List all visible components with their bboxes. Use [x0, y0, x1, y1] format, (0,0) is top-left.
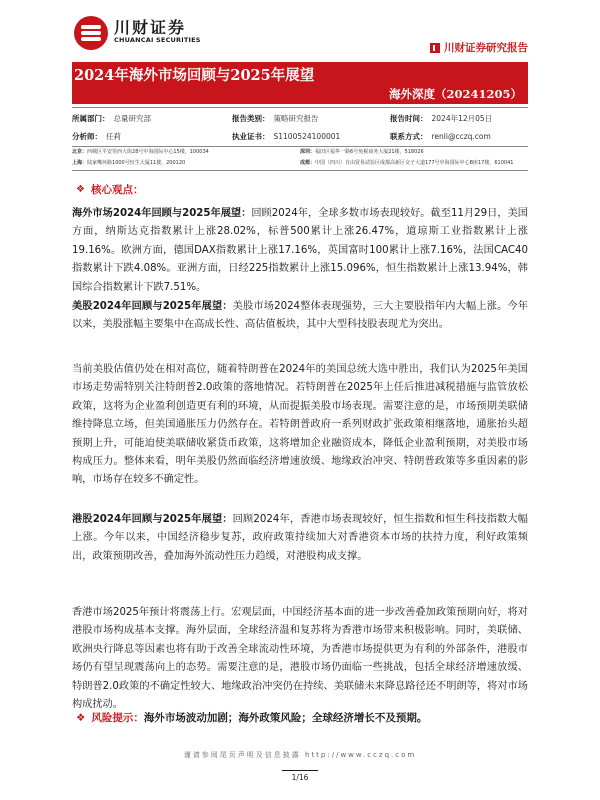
brand-tag-label: 川财证券研究报告 — [444, 42, 528, 54]
report-date — [390, 113, 492, 124]
paragraph-hk-stocks — [72, 511, 528, 566]
paragraph-us-outlook — [72, 361, 528, 490]
chengdu-label: 成都： — [300, 160, 316, 166]
brand-tag — [430, 40, 528, 55]
report-type — [232, 113, 319, 124]
report-subtitle: 海外深度（20241205） — [388, 87, 522, 101]
cert — [232, 131, 340, 142]
office-addresses — [72, 147, 528, 169]
info-row — [72, 110, 528, 126]
paragraph-us-stocks — [72, 298, 528, 335]
cert-label: 执业证书： — [232, 131, 270, 141]
shanghai-value: 陆家嘴环路1000号恒生大厦11楼，200120 — [87, 160, 186, 166]
core-viewpoint-label: 核心观点： — [90, 184, 144, 196]
shenzhen-value: 福田区福华一路6号免税商务大厦21楼，518026 — [315, 149, 424, 155]
paragraph-hk-outlook — [72, 604, 528, 714]
risk-warning — [76, 710, 427, 725]
report-type-label: 报告类别： — [232, 113, 270, 123]
paragraph-text: 美股市场2024整体表现强势，三大主要股指年内大幅上涨。今年以来，美股涨幅主要集中在高成长性、高估值板块，其中大型科技股表现尤为突出。 — [72, 301, 528, 331]
report-info — [72, 108, 528, 146]
contact-email[interactable]: renli@cczq.com — [431, 131, 491, 141]
beijing-address — [72, 148, 209, 155]
info-row — [72, 128, 528, 144]
paragraph-lead: 海外市场2024年回顾与2025年展望： — [72, 208, 252, 219]
divider — [72, 170, 528, 171]
contact-label: 联系方式： — [390, 131, 428, 141]
report-date-value: 2024年12月05日 — [431, 113, 493, 123]
company-name-cn: 川财证券 — [114, 18, 187, 37]
chengdu-value: 中国（四川）自由贸易试验区成都高新区交子大道177号中海国际中心B座17楼，610041 — [315, 160, 514, 166]
paragraph-text: 香港市场2025年预计将震荡上行。宏观层面，中国经济基本面的进一步改善叠加政策预期向好，将对港股市场构成基本支撑。海外层面，全球经济温和复苏将为香港市场带来积极影响。同时，美联储、欧洲央行降息等因素也将有助于改善全球流动性环境，为香港市场提供更为有利的外部条件，港股市场仍有望呈现震荡向上的态势。需要注意的是，港股市场仍面临一些挑战，包括全球经济增速放缓、特朗普2.0政策的不确定性较大、地缘政治冲突仍在持续、美联储未来降息路径还不明朗等，将对市场构成扰动。 — [72, 607, 528, 711]
analyst-label: 分析师： — [72, 131, 102, 141]
diamond-bullet-icon: ❖ — [76, 711, 86, 724]
page-number: 1/16 — [282, 770, 318, 784]
chengdu-address — [300, 159, 513, 166]
dept-value: 总量研究部 — [113, 113, 151, 123]
report-type-value: 策略研究报告 — [273, 113, 319, 123]
paragraph-lead: 美股2024年回顾与2025年展望： — [72, 301, 233, 312]
analyst — [72, 131, 121, 142]
report-date-label: 报告时间： — [390, 113, 428, 123]
title-banner — [72, 62, 528, 104]
contact — [390, 131, 491, 142]
diamond-bullet-icon: ❖ — [76, 184, 85, 195]
beijing-value: 西城区平安里西大街28号中海国际中心15楼，100034 — [87, 149, 209, 155]
shenzhen-address — [300, 148, 424, 155]
cert-value: S1100524100001 — [273, 131, 341, 141]
report-title: 2024年海外市场回顾与2025年展望 — [74, 67, 315, 84]
paragraph-text: 当前美股估值仍处在相对高位，随着特朗普在2024年的美国总统大选中胜出，我们认为2025年美国市场走势需特别关注特朗普2.0政策的落地情况。若特朗普在2025年上任后推进减税措施与监管放松政策，这将为企业盈利创造更有利的环境，从而提振美股市场表现。需要注意的是，市场预期美联储维持降息立场，但美国通胀压力仍然存在。若特朗普政府一系列财政扩张政策相继落地，通胀抬头超预期上升，可能迫使美联储收紧货币政策，这将增加企业融资成本，降低企业盈利预期，对美股市场构成压力。整体来看，明年美股仍然面临经济增速放缓、地缘政治冲突、特朗普政策等多重因素的影响，市场存在较多不确定性。 — [72, 364, 528, 486]
report-header — [0, 0, 600, 62]
beijing-label: 北京： — [72, 149, 88, 155]
paragraph-text: 回顾2024年，全球多数市场表现较好。截至11月29日，美国方面，纳斯达克指数累计上涨28.02%，标普500累计上涨26.47%，道琼斯工业指数累计上涨19.16%。欧洲方面，德国DAX指数累计上涨17.16%，英国富时100累计上涨7.16%，法国CAC40指数累计下跌4.08%。亚洲方面，日经225指数累计上涨15.096%，恒生指数累计上涨13.94%，韩国综合指数累计下跌7.51%。 — [72, 208, 528, 293]
dept-label: 所属部门： — [72, 113, 110, 123]
brand-icon — [430, 43, 440, 53]
risk-label: 风险提示： — [91, 712, 144, 724]
shenzhen-label: 深圳： — [300, 149, 316, 155]
company-logo-icon — [74, 16, 108, 50]
disclaimer-note[interactable]: 谨请参阅尾页声明及信息披露 http://www.cczq.com — [183, 751, 417, 759]
dept — [72, 113, 151, 124]
paragraph-lead: 港股2024年回顾与2025年展望： — [72, 514, 233, 525]
shanghai-label: 上海： — [72, 160, 88, 166]
company-name-en: CHUANCAI SECURITIES — [114, 36, 201, 44]
paragraph-text: 回顾2024年，香港市场表现较好，恒生指数和恒生科技指数大幅上涨。今年以来，中国经济稳步复苏，政府政策持续加大对香港资本市场的扶持力度，利好政策频出，政策预期改善，叠加海外流动性压力趋缓，对港股构成支撑。 — [72, 514, 528, 562]
core-viewpoint-heading — [76, 182, 143, 197]
paragraph-overseas — [72, 205, 528, 297]
shanghai-address — [72, 159, 185, 166]
analyst-value: 任莉 — [106, 131, 121, 141]
risk-text: 海外市场波动加剧；海外政策风险；全球经济增长不及预期。 — [143, 712, 428, 724]
